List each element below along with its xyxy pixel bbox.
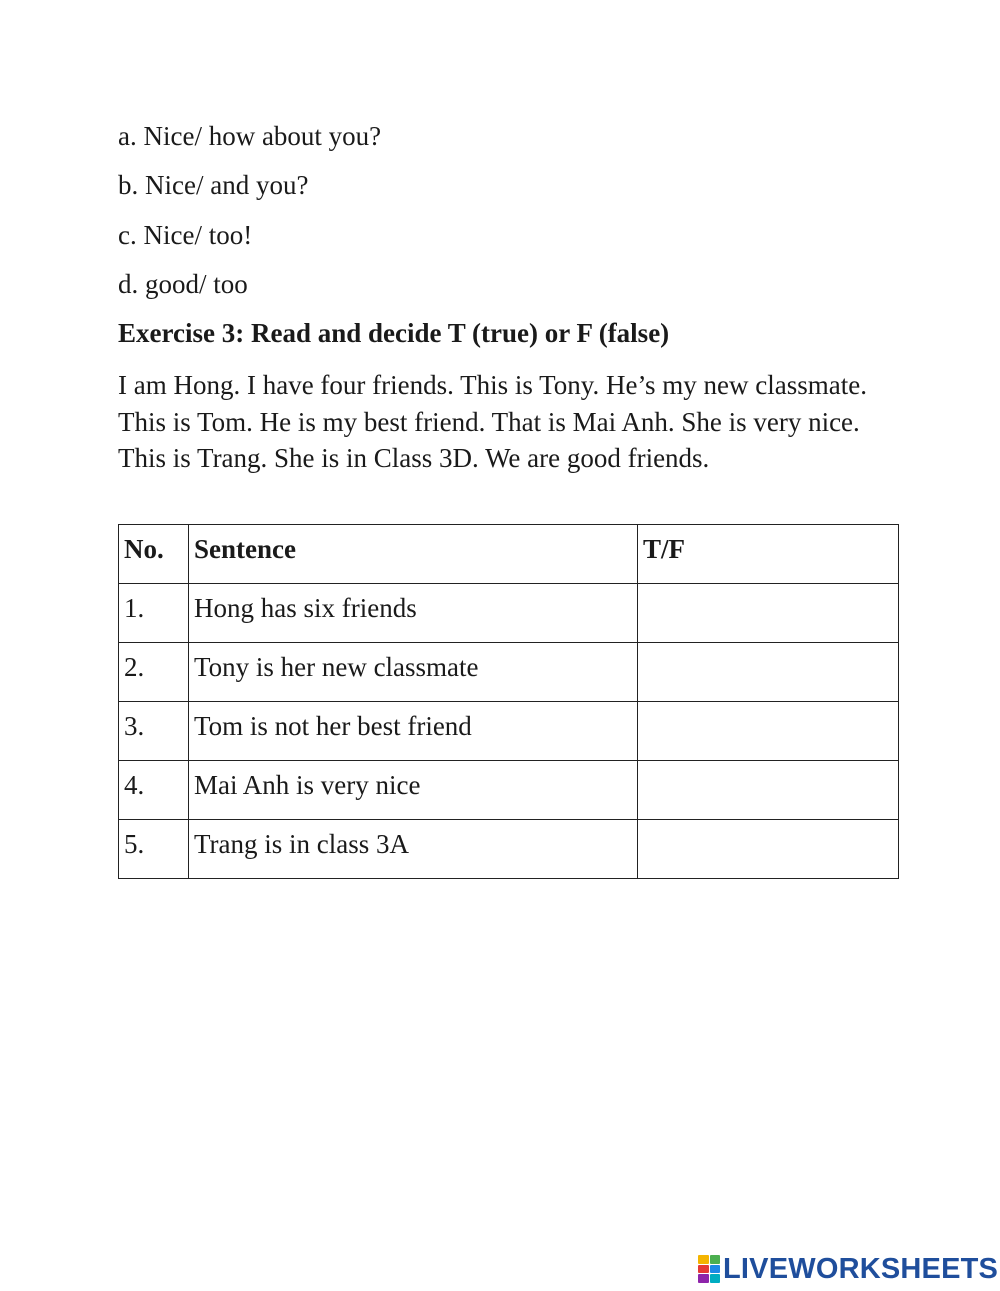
row-number: 1. bbox=[119, 584, 189, 643]
answer-input-2[interactable] bbox=[643, 652, 897, 694]
answer-input-3[interactable] bbox=[643, 711, 897, 753]
answer-cell bbox=[638, 643, 899, 702]
logo-block bbox=[698, 1265, 709, 1274]
row-sentence: Tony is her new classmate bbox=[189, 643, 638, 702]
table-row bbox=[119, 643, 899, 702]
option-b: b. Nice/ and you? bbox=[118, 170, 309, 200]
option-c: c. Nice/ too! bbox=[118, 220, 253, 250]
row-number: 3. bbox=[119, 702, 189, 761]
row-sentence: Hong has six friends bbox=[189, 584, 638, 643]
reading-passage: I am Hong. I have four friends. This is Tony. He’s my new classmate. This is Tom. He is my best friend. That is Mai Anh. She is very nice. This is Trang. She is in Class 3D. We are good friends. bbox=[118, 370, 867, 473]
logo-block bbox=[710, 1255, 721, 1264]
row-sentence: Trang is in class 3A bbox=[189, 820, 638, 879]
answer-input-5[interactable] bbox=[643, 829, 897, 871]
option-a: a. Nice/ how about you? bbox=[118, 121, 382, 151]
table-row bbox=[119, 702, 899, 761]
logo-block bbox=[710, 1274, 721, 1283]
true-false-table bbox=[118, 524, 899, 879]
row-number: 2. bbox=[119, 643, 189, 702]
row-sentence: Mai Anh is very nice bbox=[189, 761, 638, 820]
liveworksheets-logo-icon bbox=[698, 1255, 720, 1283]
liveworksheets-logo bbox=[698, 1253, 998, 1285]
answer-cell bbox=[638, 820, 899, 879]
table-row bbox=[119, 820, 899, 879]
header-tf: T/F bbox=[638, 525, 899, 584]
header-sentence: Sentence bbox=[189, 525, 638, 584]
logo-block bbox=[698, 1274, 709, 1283]
answer-cell bbox=[638, 584, 899, 643]
answer-input-4[interactable] bbox=[643, 770, 897, 812]
table-row bbox=[119, 761, 899, 820]
answer-cell bbox=[638, 702, 899, 761]
header-no: No. bbox=[119, 525, 189, 584]
logo-block bbox=[710, 1265, 721, 1274]
answer-input-1[interactable] bbox=[643, 593, 897, 635]
logo-text: LIVEWORKSHEETS bbox=[723, 1252, 999, 1285]
answer-cell bbox=[638, 761, 899, 820]
logo-block bbox=[698, 1255, 709, 1264]
table-row bbox=[119, 584, 899, 643]
table-header-row bbox=[119, 525, 899, 584]
exercise-heading: Exercise 3: Read and decide T (true) or F (false) bbox=[118, 318, 670, 348]
row-sentence: Tom is not her best friend bbox=[189, 702, 638, 761]
row-number: 4. bbox=[119, 761, 189, 820]
option-d: d. good/ too bbox=[118, 269, 248, 299]
row-number: 5. bbox=[119, 820, 189, 879]
